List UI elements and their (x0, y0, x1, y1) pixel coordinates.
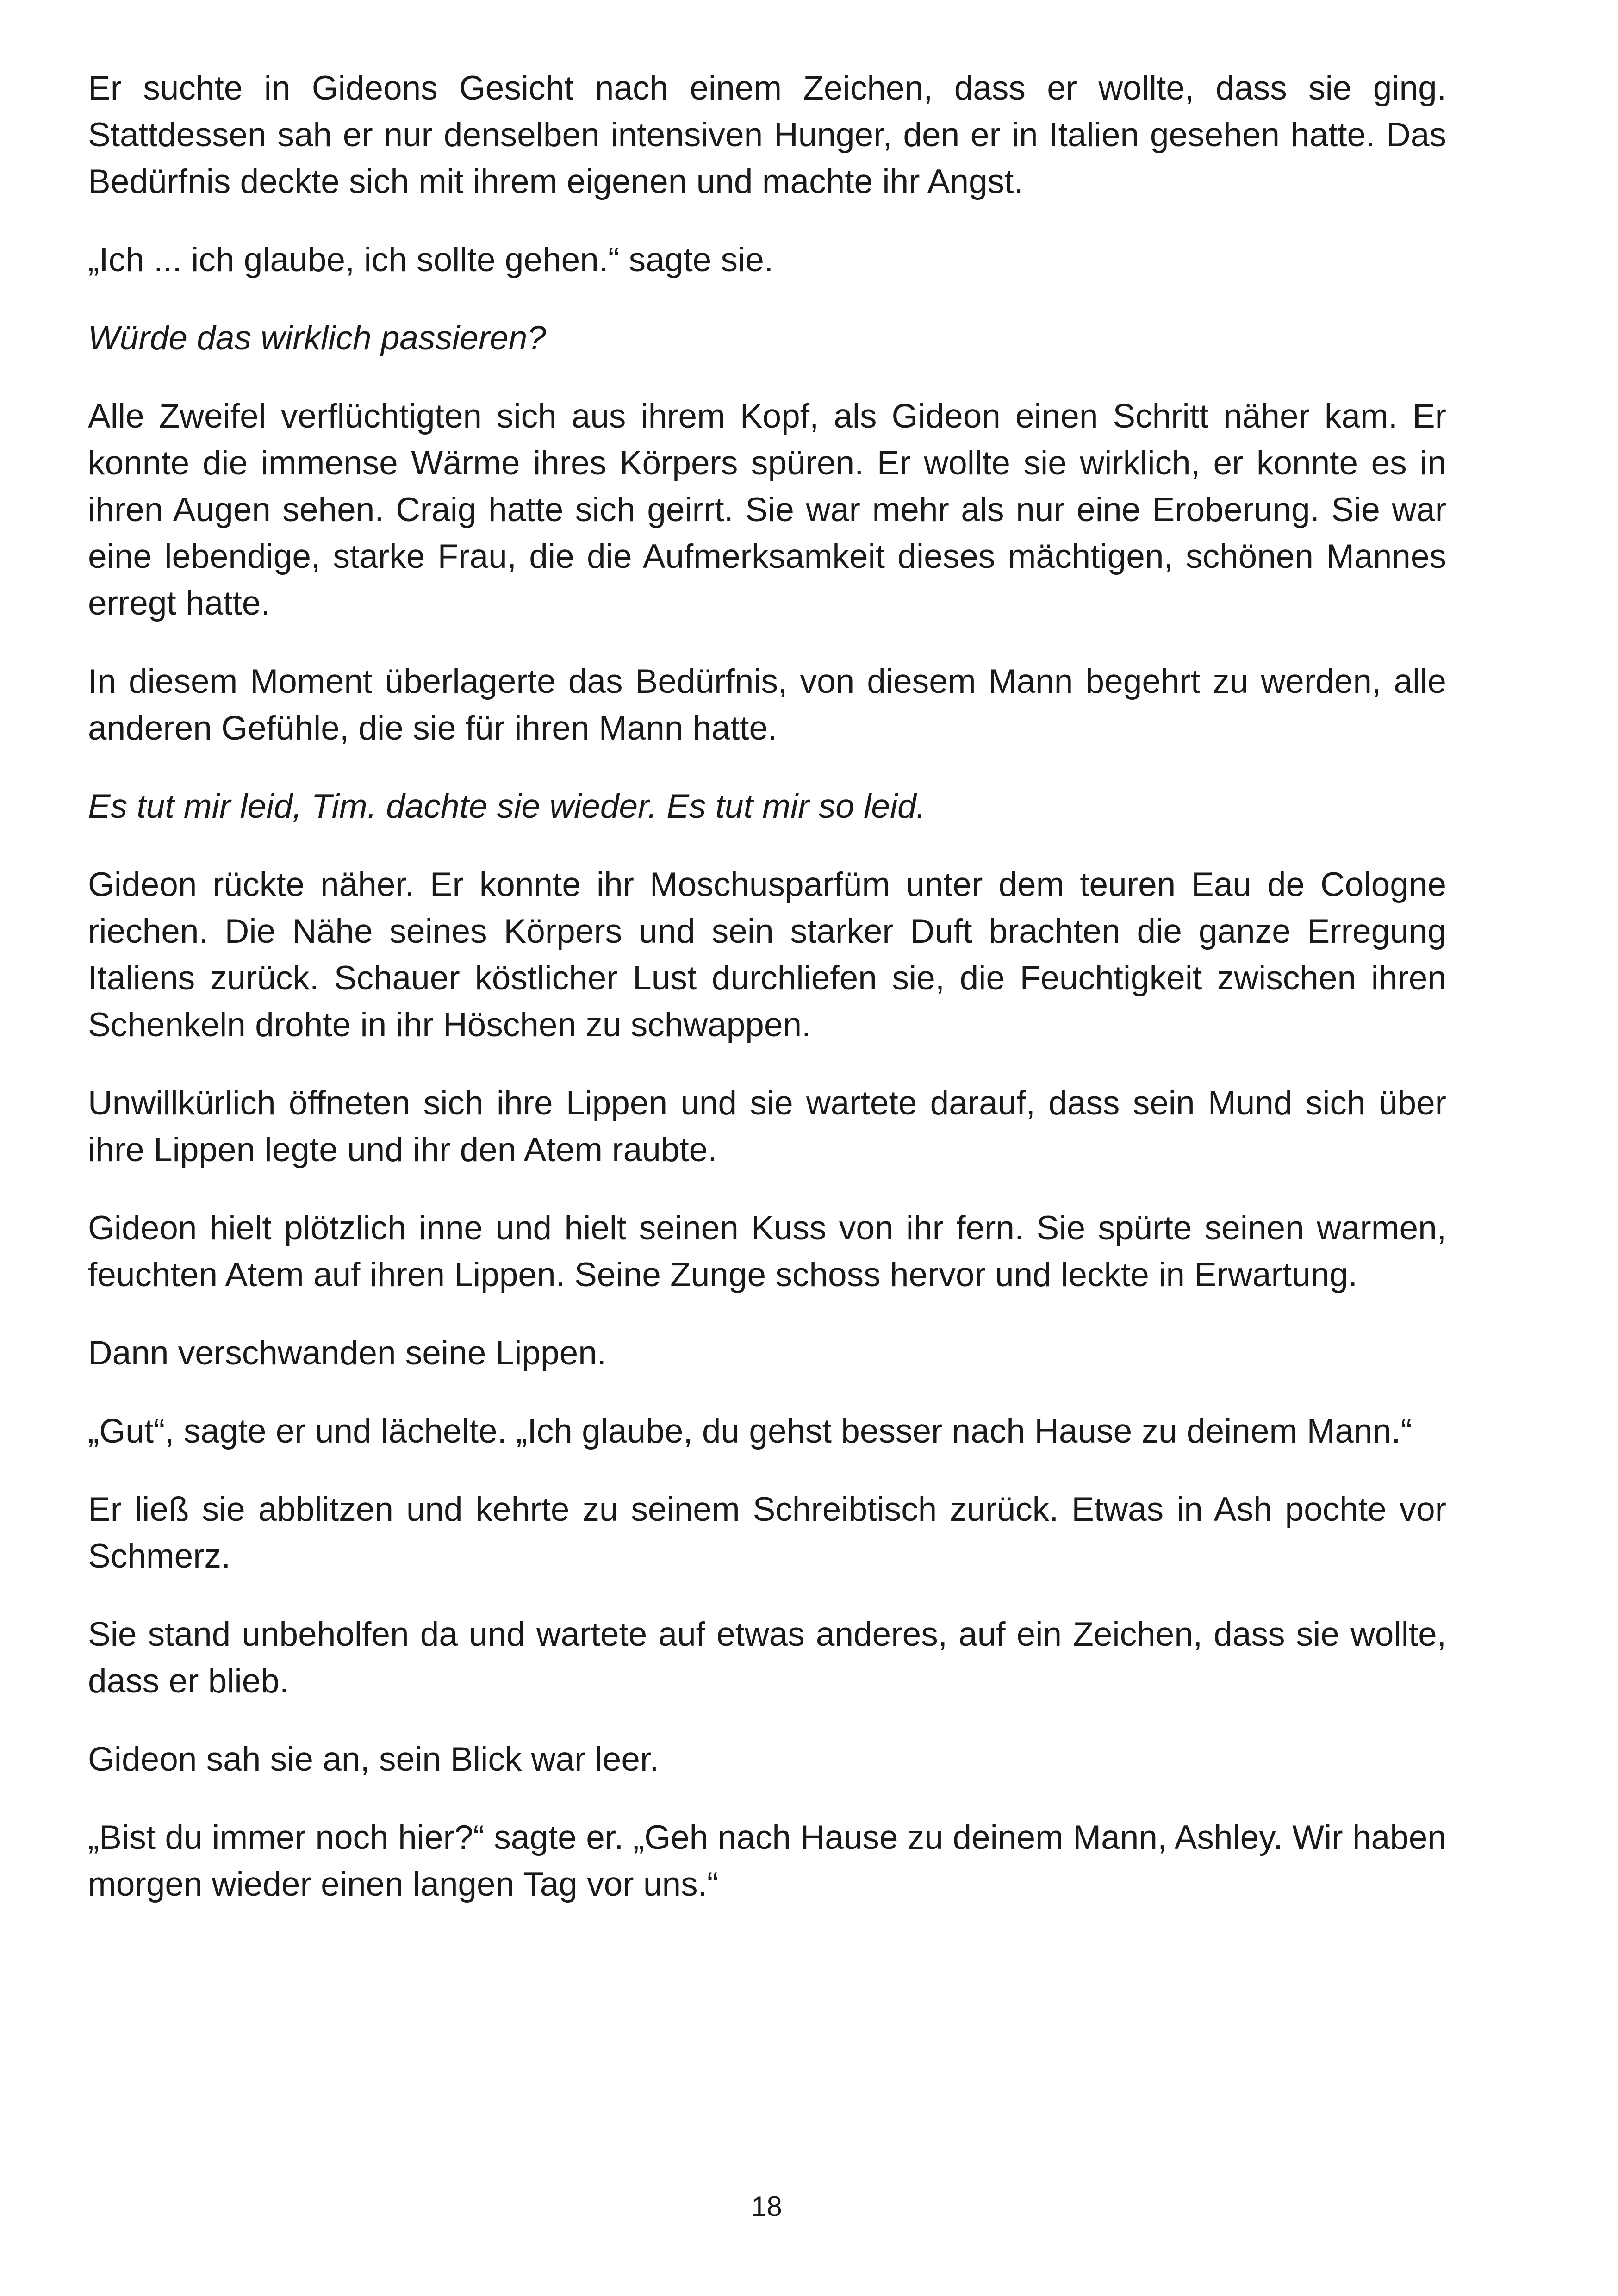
paragraph-9: Gideon hielt plötzlich inne und hielt seinen Kuss von ihr fern. Sie spürte seinen warmen, feuchten Atem auf ihren Lippen. Seine Zunge schoss hervor und leckte in Erwartung. (88, 1209, 1446, 1294)
paragraph-3: Würde das wirklich passieren? (88, 319, 546, 357)
document-page (88, 65, 1446, 1939)
page-number: 18 (751, 2191, 782, 2222)
paragraph-5: In diesem Moment überlagerte das Bedürfnis, von diesem Mann begehrt zu werden, alle anderen Gefühle, die sie für ihren Mann hatte. (88, 663, 1446, 747)
paragraph-1: Er suchte in Gideons Gesicht nach einem Zeichen, dass er wollte, dass sie ging. Stattdessen sah er nur denselben intensiven Hunger, den er in Italien gesehen hatte. Das Bedürfnis deckte sich mit ihrem eigenen und machte ihr Angst. (88, 69, 1446, 200)
paragraph-2: „Ich ... ich glaube, ich sollte gehen.“ sagte sie. (88, 241, 774, 279)
paragraph-13: Sie stand unbeholfen da und wartete auf etwas anderes, auf ein Zeichen, dass sie wollte, dass er blieb. (88, 1616, 1446, 1700)
paragraph-11: „Gut“, sagte er und lächelte. „Ich glaube, du gehst besser nach Hause zu deinem Mann.“ (88, 1412, 1412, 1450)
paragraph-12: Er ließ sie abblitzen und kehrte zu seinem Schreibtisch zurück. Etwas in Ash pochte vor Schmerz. (88, 1491, 1446, 1575)
paragraph-15: „Bist du immer noch hier?“ sagte er. „Geh nach Hause zu deinem Mann, Ashley. Wir haben morgen wieder einen langen Tag vor uns.“ (88, 1819, 1446, 1903)
paragraph-7: Gideon rückte näher. Er konnte ihr Moschusparfüm unter dem teuren Eau de Cologne riechen. Die Nähe seines Körpers und sein starker Duft brachten die ganze Erregung Italiens zurück. Schauer köstlicher Lust durchliefen sie, die Feuchtigkeit zwischen ihren Schenkeln drohte in ihr Höschen zu schwappen. (88, 866, 1446, 1044)
paragraph-8: Unwillkürlich öffneten sich ihre Lippen und sie wartete darauf, dass sein Mund sich über ihre Lippen legte und ihr den Atem raubte. (88, 1084, 1446, 1169)
paragraph-6: Es tut mir leid, Tim. dachte sie wieder. Es tut mir so leid. (88, 788, 926, 825)
paragraph-10: Dann verschwanden seine Lippen. (88, 1334, 607, 1372)
paragraph-4: Alle Zweifel verflüchtigten sich aus ihrem Kopf, als Gideon einen Schritt näher kam. Er konnte die immense Wärme ihres Körpers spüren. Er wollte sie wirklich, er konnte es in ihren Augen sehen. Craig hatte sich geirrt. Sie war mehr als nur eine Eroberung. Sie war eine lebendige, starke Frau, die die Aufmerksamkeit dieses mächtigen, schönen Mannes erregt hatte. (88, 398, 1446, 622)
paragraph-14: Gideon sah sie an, sein Blick war leer. (88, 1741, 659, 1778)
